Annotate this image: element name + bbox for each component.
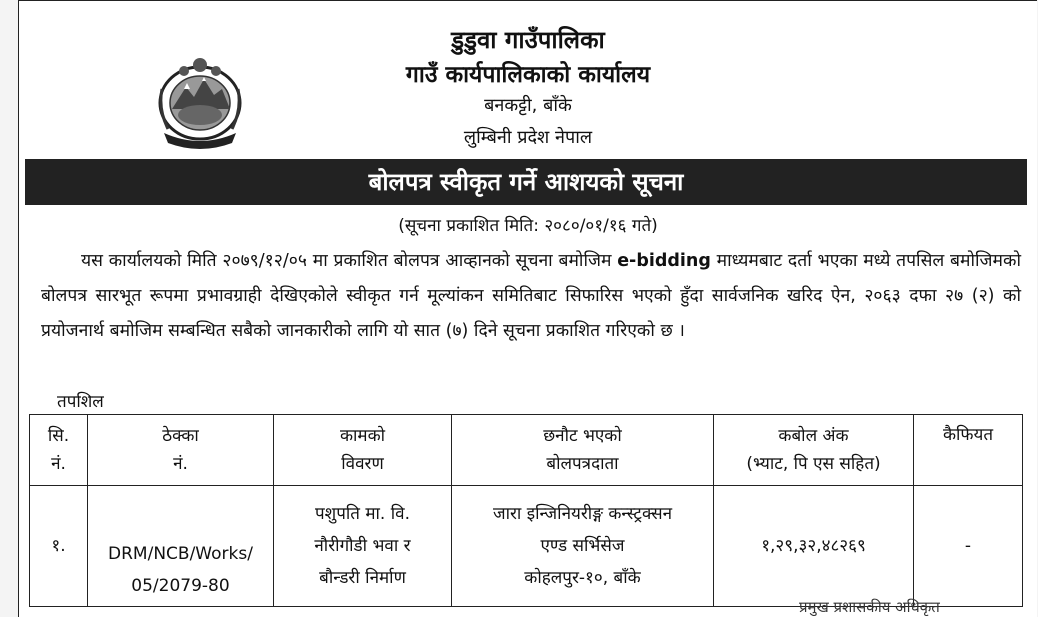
notice-body xyxy=(41,244,1021,349)
office-name: गाउँ कार्यपालिकाको कार्यालय xyxy=(405,62,651,88)
publication-date: (सूचना प्रकाशित मिति: २०८०/०१/१६ गते) xyxy=(398,216,658,236)
signature-line: प्रमुख प्रशासकीय अधिकृत xyxy=(799,598,940,616)
cell-remarks: - xyxy=(914,486,1023,607)
table-header-row xyxy=(30,415,1023,486)
office-location: बनकट्टी, बाँके xyxy=(484,95,572,116)
cell-sn: १. xyxy=(30,486,88,607)
cell-bidder: जारा इन्जिनियरीङ्ग कन्स्ट्रक्सन एण्ड सर्भिसेज कोहलपुर-१०, बाँके xyxy=(452,486,714,607)
header-contract: ठेक्का नं. xyxy=(88,415,274,486)
bid-details-table xyxy=(29,414,1023,607)
notice-title: बोलपत्र स्वीकृत गर्ने आशयको सूचना xyxy=(25,159,1027,205)
body-text-2: माध्यमबाट दर्ता भएका मध्ये तपसिल बमोजिमको बोलपत्र सारभूत रूपमा प्रभावग्राही देखिएकोले स्वीकृत गर्न मूल्यांकन समितिबाट सिफारिस भएको हुँदा सार्वजनिक खरिद ऐन, २०६३ दफा २७ (२) को प्रयोजनार्थ बमोजिम सम्बन्धित सबैको जानकारीको लागि यो सात (७) दिने सूचना प्रकाशित गरिएको छ । xyxy=(41,251,1021,341)
municipality-name: डुडुवा गाउँपालिका xyxy=(451,26,605,54)
cell-contract: DRM/NCB/Works/ 05/2079-80 xyxy=(88,486,274,607)
body-text-bold: e-bidding xyxy=(617,251,711,271)
header-bidder: छनौट भएको बोलपत्रदाता xyxy=(452,415,714,486)
header-amount: कबोल अंक (भ्याट, पि एस सहित) xyxy=(714,415,914,486)
header-remarks: कैफियत xyxy=(914,415,1023,486)
notice-page xyxy=(18,0,1037,617)
header-sn: सि. नं. xyxy=(30,415,88,486)
table-row xyxy=(30,486,1023,607)
header-work: कामको विवरण xyxy=(274,415,452,486)
details-label: तपशिल xyxy=(57,392,104,412)
province-name: लुम्बिनी प्रदेश नेपाल xyxy=(463,127,593,148)
body-text-1: यस कार्यालयको मिति २०७९/१२/०५ मा प्रकाशित बोलपत्र आव्हानको सूचना बमोजिम xyxy=(81,251,618,271)
cell-amount: १,२९,३२,४८२६९ xyxy=(714,486,914,607)
cell-work: पशुपति मा. वि. नौरीगौडी भवा र बौन्डरी निर्माण xyxy=(274,486,452,607)
